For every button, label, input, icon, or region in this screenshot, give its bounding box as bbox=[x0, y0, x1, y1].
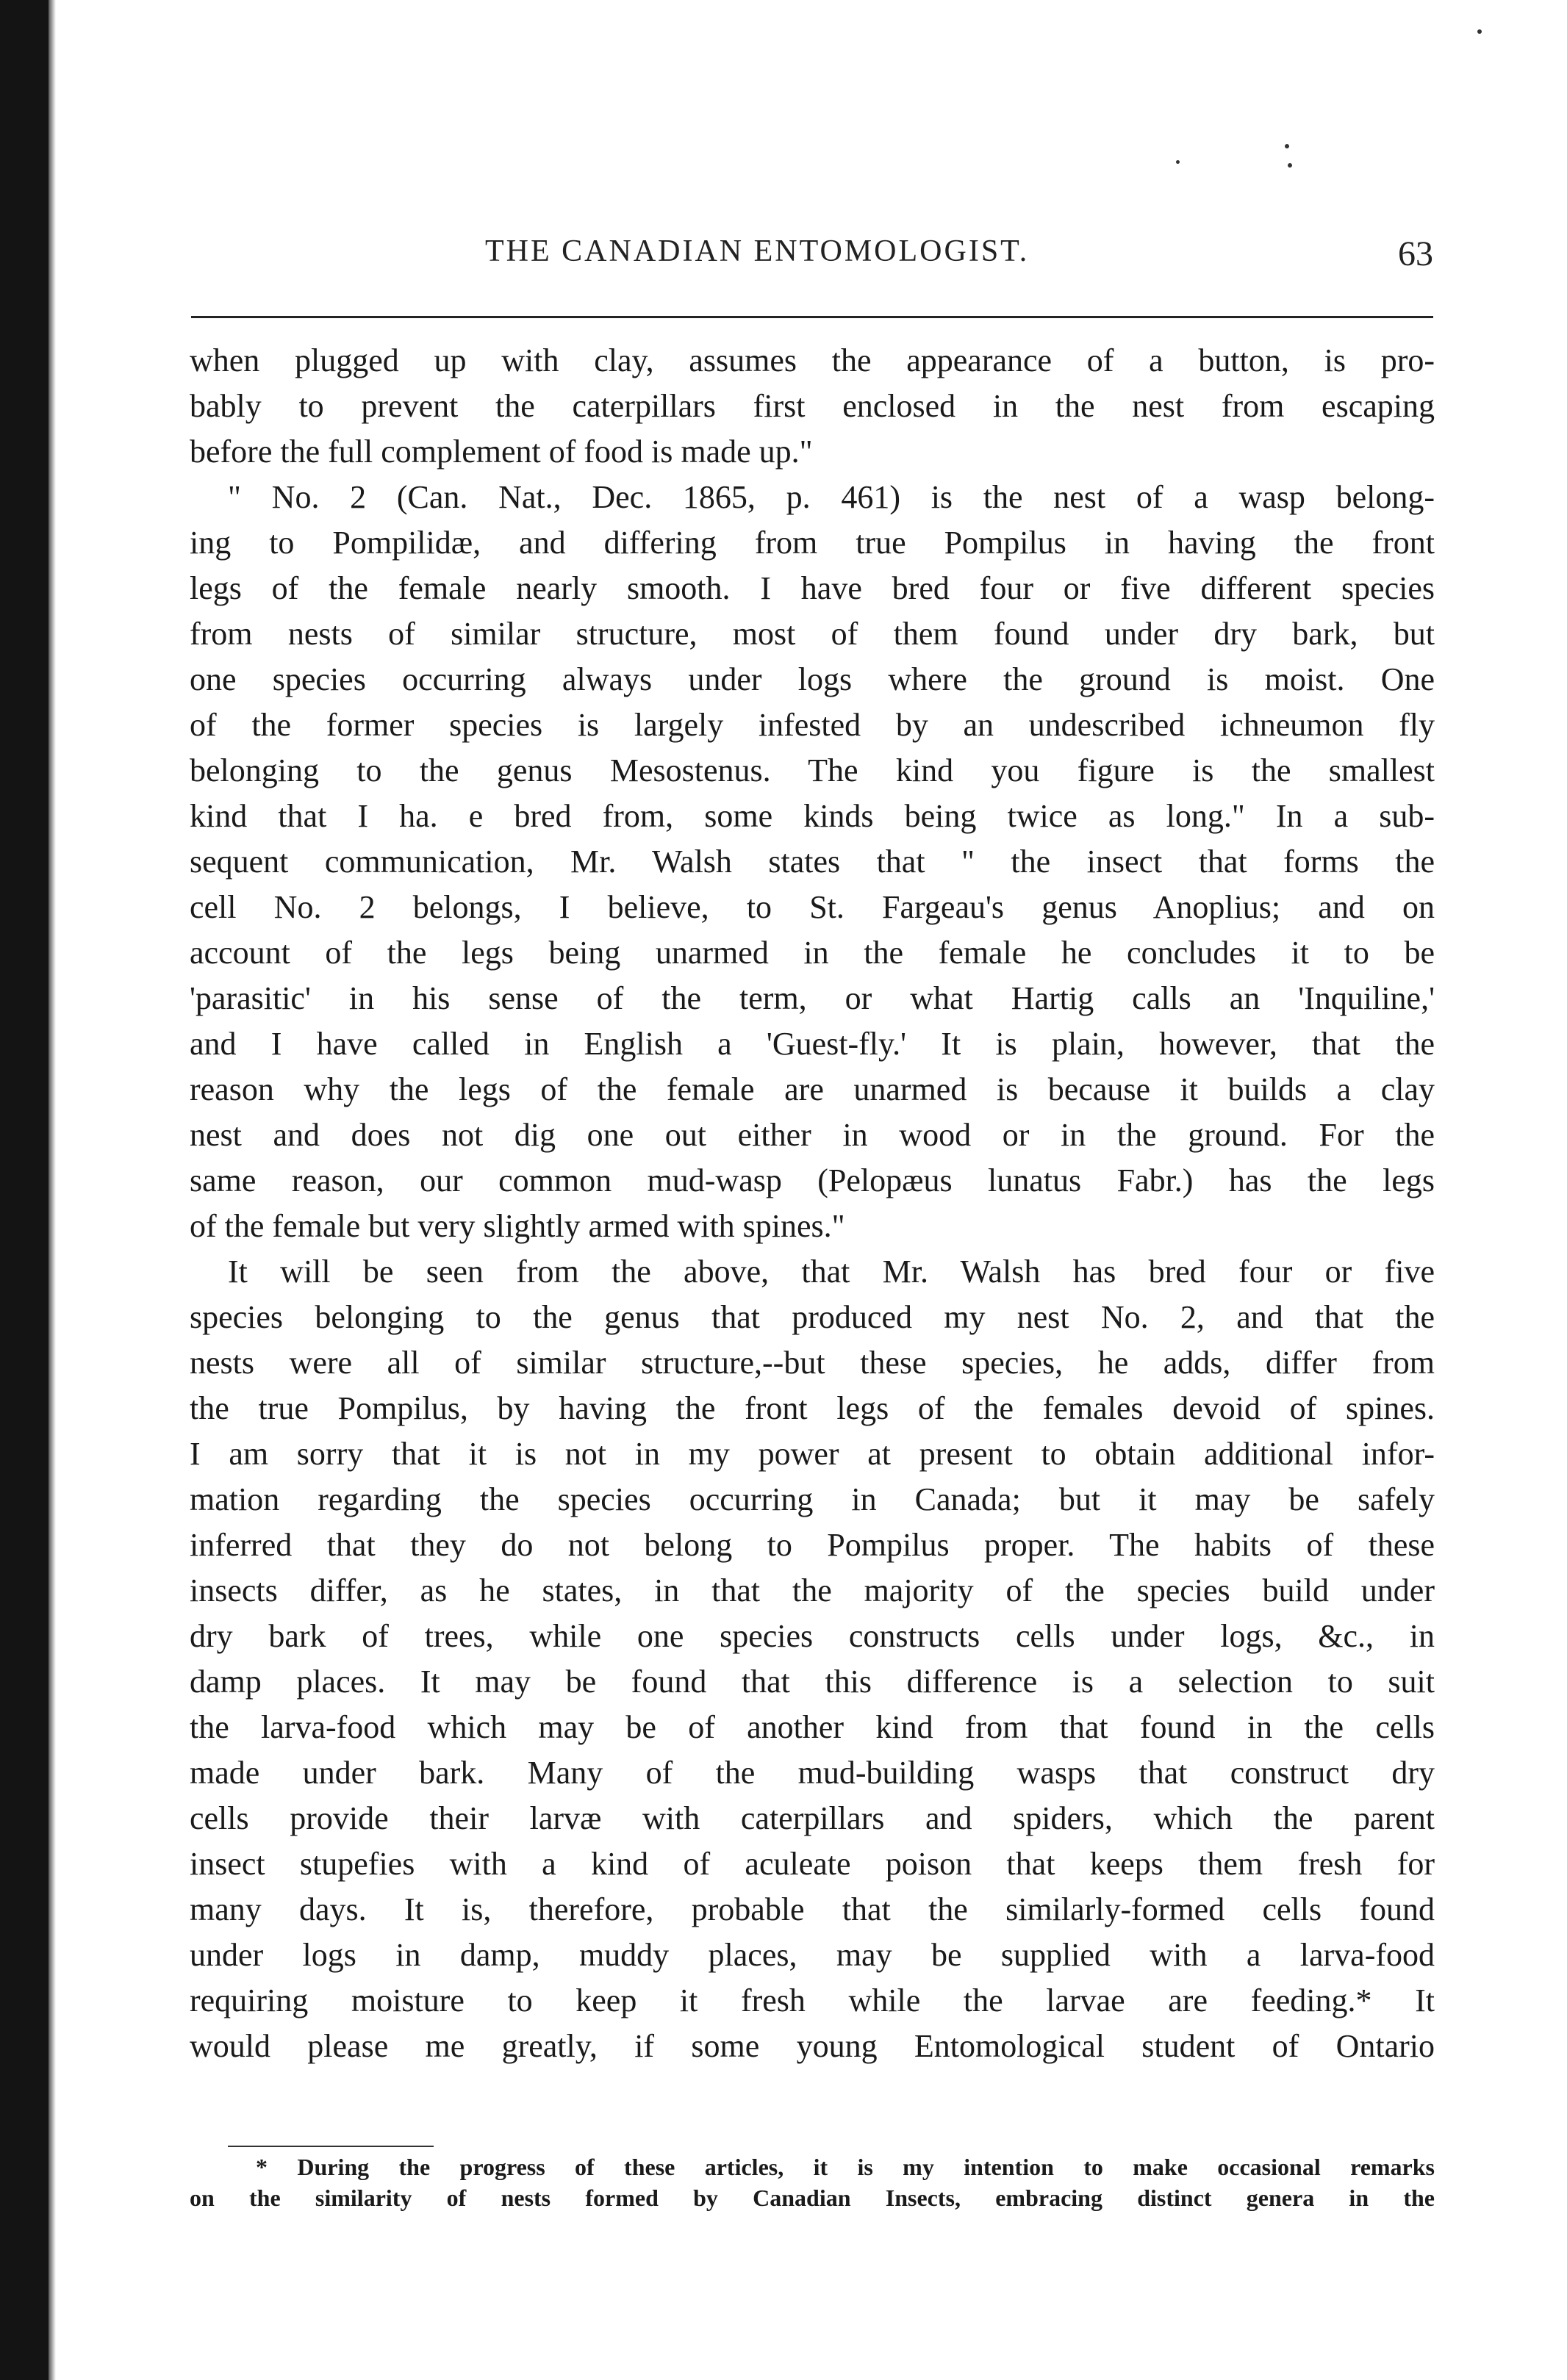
text-line: legs of the female nearly smooth. I have bred four or five different species bbox=[190, 570, 1435, 606]
text-line: inferred that they do not belong to Pompilus proper. The habits of these bbox=[190, 1527, 1435, 1563]
text-line: the larva-food which may be of another kind from that found in the cells bbox=[190, 1709, 1435, 1745]
text-line: from nests of similar structure, most of them found under dry bark, but bbox=[190, 616, 1435, 652]
text-line: It will be seen from the above, that Mr. Walsh has bred four or five bbox=[228, 1254, 1435, 1290]
page-binding-edge bbox=[49, 0, 56, 2380]
text-line: when plugged up with clay, assumes the appearance of a button, is pro- bbox=[190, 342, 1435, 378]
running-title: THE CANADIAN ENTOMOLOGIST. bbox=[485, 234, 1030, 268]
text-line: nest and does not dig one out either in wood or in the ground. For the bbox=[190, 1117, 1435, 1153]
text-line: reason why the legs of the female are unarmed is because it builds a clay bbox=[190, 1071, 1435, 1107]
text-line: species belonging to the genus that produced my nest No. 2, and that the bbox=[190, 1299, 1435, 1335]
text-line: of the former species is largely infested by an undescribed ichneumon fly bbox=[190, 707, 1435, 743]
text-line: insects differ, as he states, in that the majority of the species build under bbox=[190, 1572, 1435, 1608]
ink-speck bbox=[1288, 163, 1292, 168]
text-line: insect stupefies with a kind of aculeate poison that keeps them fresh for bbox=[190, 1846, 1435, 1882]
body-text bbox=[190, 338, 1435, 2069]
footnote-line: on the similarity of nests formed by Canadian Insects, embracing distinct genera in the bbox=[190, 2185, 1435, 2211]
text-line: one species occurring always under logs where the ground is moist. One bbox=[190, 661, 1435, 697]
text-line: I am sorry that it is not in my power at present to obtain additional infor- bbox=[190, 1436, 1435, 1472]
header-rule bbox=[191, 316, 1433, 318]
text-line: account of the legs being unarmed in the female he concludes it to be bbox=[190, 935, 1435, 971]
text-line: " No. 2 (Can. Nat., Dec. 1865, p. 461) is the nest of a wasp belong- bbox=[228, 479, 1435, 515]
text-line: before the full complement of food is made up." bbox=[190, 434, 813, 470]
text-line: same reason, our common mud-wasp (Pelopæus lunatus Fabr.) has the legs bbox=[190, 1162, 1435, 1198]
ink-speck bbox=[1285, 144, 1289, 148]
footnote bbox=[190, 2151, 1435, 2213]
page-binding-shadow bbox=[0, 0, 49, 2380]
text-line: cell No. 2 belongs, I believe, to St. Fargeau's genus Anoplius; and on bbox=[190, 889, 1435, 925]
page-number: 63 bbox=[1398, 234, 1433, 273]
ink-speck bbox=[1176, 160, 1180, 164]
text-line: and I have called in English a 'Guest-fly.' It is plain, however, that the bbox=[190, 1026, 1435, 1062]
text-line: many days. It is, therefore, probable that the similarly-formed cells found bbox=[190, 1891, 1435, 1927]
page-header bbox=[191, 234, 1433, 292]
text-line: nests were all of similar structure,--but these species, he adds, differ from bbox=[190, 1345, 1435, 1381]
text-line: requiring moisture to keep it fresh while the larvae are feeding.* It bbox=[190, 1982, 1435, 2018]
ink-speck bbox=[1477, 29, 1482, 34]
text-line: cells provide their larvæ with caterpillars and spiders, which the parent bbox=[190, 1800, 1435, 1836]
text-line: made under bark. Many of the mud-building wasps that construct dry bbox=[190, 1755, 1435, 1791]
text-line: ing to Pompilidæ, and differing from true Pompilus in having the front bbox=[190, 525, 1435, 561]
text-line: damp places. It may be found that this difference is a selection to suit bbox=[190, 1664, 1435, 1700]
text-line: under logs in damp, muddy places, may be supplied with a larva-food bbox=[190, 1937, 1435, 1973]
footnote-rule bbox=[228, 2146, 434, 2147]
text-line: bably to prevent the caterpillars first enclosed in the nest from escaping bbox=[190, 388, 1435, 424]
text-line: dry bark of trees, while one species constructs cells under logs, &c., in bbox=[190, 1618, 1435, 1654]
text-line: mation regarding the species occurring in Canada; but it may be safely bbox=[190, 1481, 1435, 1517]
text-line: 'parasitic' in his sense of the term, or what Hartig calls an 'Inquiline,' bbox=[190, 980, 1435, 1016]
text-line: sequent communication, Mr. Walsh states that " the insect that forms the bbox=[190, 844, 1435, 880]
text-line: belonging to the genus Mesostenus. The kind you figure is the smallest bbox=[190, 752, 1435, 788]
text-line: of the female but very slightly armed with spines." bbox=[190, 1208, 845, 1244]
text-line: would please me greatly, if some young Entomological student of Ontario bbox=[190, 2028, 1435, 2064]
text-line: the true Pompilus, by having the front legs of the females devoid of spines. bbox=[190, 1390, 1435, 1426]
text-line: kind that I ha. e bred from, some kinds being twice as long." In a sub- bbox=[190, 798, 1435, 834]
footnote-line: * During the progress of these articles, it is my intention to make occasional remarks bbox=[256, 2154, 1435, 2180]
